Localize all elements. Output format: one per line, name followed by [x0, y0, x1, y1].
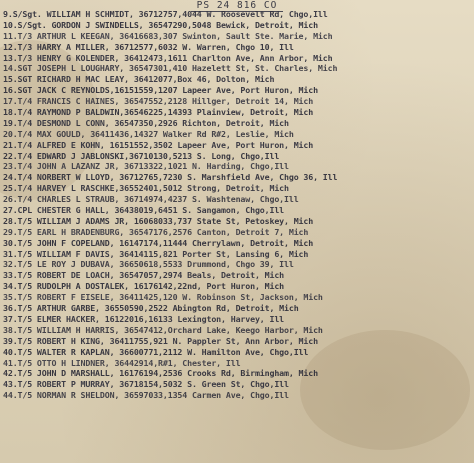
roster-row: 33.T/5 ROBERT DE LOACH, 36547057,2974 Beals, Detroit, Mich — [3, 270, 285, 281]
roster-row: 11.T/3 ARTHUR L KEEGAN, 36416683,307 Swinton, Sault Ste. Marie, Mich — [3, 30, 333, 41]
roster-row: 17.T/4 FRANCIS C HAINES, 36547552,2128 Hillger, Detroit 14, Mich — [3, 96, 314, 107]
roster-row: 23.T/4 JOHN A LAZANZ JR, 36713322,1021 N. Harding, Chgo,Ill — [3, 161, 289, 172]
roster-row: 27.CPL CHESTER G HALL, 36438019,6451 S. Sangamon, Chgo,Ill — [3, 205, 285, 216]
roster-row: 31.T/5 WILLIAM F DAVIS, 36414115,821 Porter St, Lansing 6, Mich — [3, 248, 309, 259]
roster-row: 20.T/4 MAX GOULD, 36411436,14327 Walker Rd R#2, Leslie, Mich — [3, 128, 294, 139]
roster-row: 42.T/5 JOHN D MARSHALL, 16176194,2536 Crooks Rd, Birmingham, Mich — [3, 368, 318, 379]
roster-row: 18.T/4 RAYMOND P BALDWIN,36546225,14393 Plainview, Detroit, Mich — [3, 107, 314, 118]
roster-row: 19.T/4 DESMOND L CONN, 36547350,2926 Richton, Detroit, Mich — [3, 117, 289, 128]
roster-row: 37.T/5 ELMER HACKER, 16122016,16133 Lexington, Harvey, Ill — [3, 313, 285, 324]
roster-row: 15.SGT RICHARD H MAC LEAY, 36412077,Box 46, Dolton, Mich — [3, 74, 275, 85]
roster-row: 43.T/5 ROBERT P MURRAY, 36718154,5032 S. Green St, Chgo,Ill — [3, 379, 289, 390]
roster-row: 36.T/5 ARTHUR GARBE, 36550590,2522 Abington Rd, Detroit, Mich — [3, 303, 299, 314]
roster-row: 22.T/4 EDWARD J JABLONSKI,36710130,5213 S. Long, Chgo,Ill — [3, 150, 280, 161]
roster-row: 35.T/5 ROBERT F EISELE, 36411425,120 W. Robinson St, Jackson, Mich — [3, 292, 323, 303]
roster-row: 14.SGT JOSEPH L LOUGHARY, 36547301,410 Hazelett St, St. Charles, Mich — [3, 63, 338, 74]
roster-row: 39.T/5 ROBERT H KING, 36411755,921 N. Pappler St, Ann Arbor, Mich — [3, 335, 318, 346]
roster-row: 28.T/5 WILLIAM J ADAMS JR, 16068033,737 State St, Petoskey, Mich — [3, 215, 314, 226]
roster-row: 13.T/3 HENRY G KOLENDER, 36412473,1611 Charlton Ave, Ann Arbor, Mich — [3, 52, 333, 63]
roster-row: 41.T/5 OTTO H LINDNER, 36442914,R#1, Chester, Ill — [3, 357, 241, 368]
roster-row: 12.T/3 HARRY A MILLER, 36712577,6032 W. Warren, Chgo 10, Ill — [3, 41, 294, 52]
roster-row: 21.T/4 ALFRED E KOHN, 16151552,3502 Lapeer Ave, Port Huron, Mich — [3, 139, 314, 150]
roster-row: 26.T/4 CHARLES L STRAUB, 36714974,4237 S. Washtenaw, Chgo,Ill — [3, 194, 299, 205]
roster-row: 44.T/5 NORMAN R SHELDON, 36597033,1354 Carmen Ave, Chgo,Ill — [3, 390, 289, 401]
roster-row: 40.T/5 WALTER R KAPLAN, 36600771,2112 W. Hamilton Ave, Chgo,Ill — [3, 346, 309, 357]
roster-row: 29.T/5 EARL H BRADENBURG, 36547176,2576 Canton, Detroit 7, Mich — [3, 226, 309, 237]
roster-row: 16.SGT JACK C REYNOLDS,16151559,1207 Lapeer Ave, Port Huron, Mich — [3, 85, 318, 96]
roster-row: 10.S/Sgt. GORDON J SWINDELLS, 36547290,5048 Bewick, Detroit, Mich — [3, 19, 318, 30]
roster-row: 30.T/5 JOHN F COPELAND, 16147174,11444 Cherrylawn, Detroit, Mich — [3, 237, 314, 248]
roster-row: 24.T/4 NORBERT W LLOYD, 36712765,7230 S. Marshfield Ave, Chgo 36, Ill — [3, 172, 338, 183]
roster-list — [3, 9, 474, 401]
roster-row: 25.T/4 HARVEY L RASCHKE,36552401,5012 Strong, Detroit, Mich — [3, 183, 289, 194]
roster-row: 9.S/Sgt. WILLIAM H SCHMIDT, 36712757,4044 W. Roosevelt Rd, Chgo,Ill — [3, 9, 328, 19]
roster-row: 34.T/5 RUDOLPH A DOSTALEK, 16176142,22nd, Port Huron, Mich — [3, 281, 285, 292]
roster-header-text: PS 24 816 CO — [191, 0, 284, 12]
roster-row: 38.T/5 WILLIAM H HARRIS, 36547412,Orchard Lake, Keego Harbor, Mich — [3, 324, 323, 335]
roster-row: 32.T/5 LE ROY J DUBAVA, 36650618,5533 Drummond, Chgo 39, Ill — [3, 259, 294, 270]
